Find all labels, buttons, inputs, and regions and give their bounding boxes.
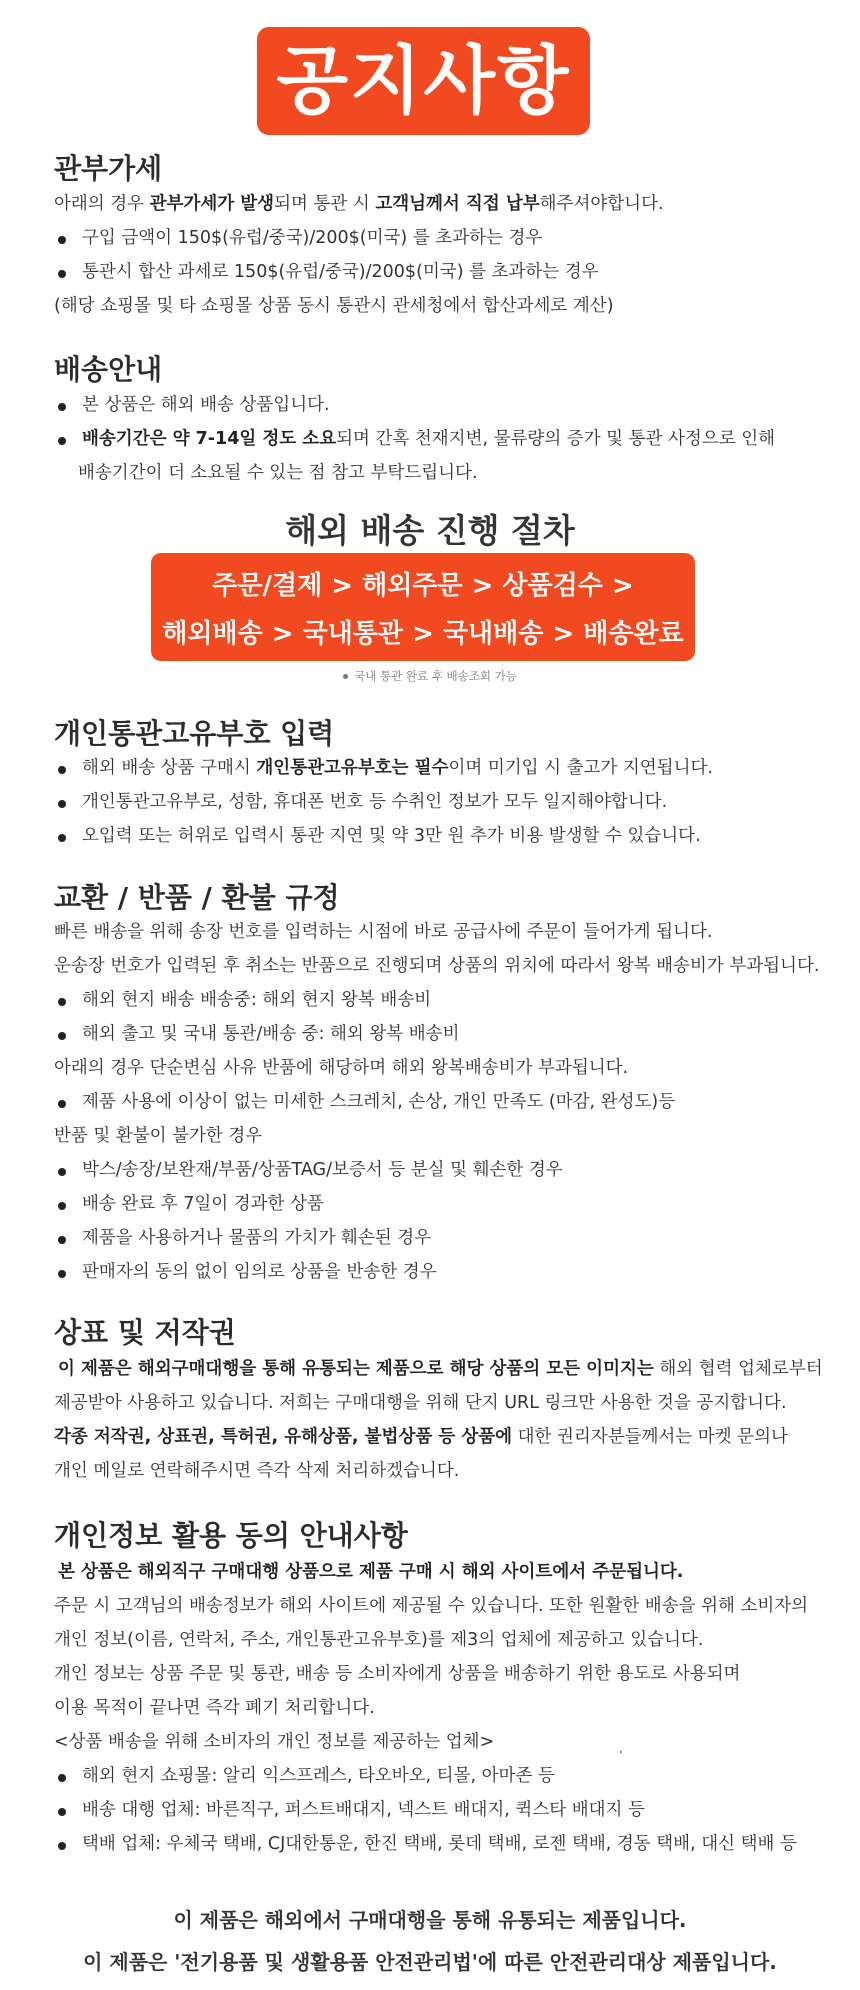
refund-bullet-7: 판매자의 동의 없이 임의로 상품을 반송한 경우 <box>58 1262 437 1283</box>
privacy-line-4: 개인 정보는 상품 주문 및 통관, 배송 등 소비자에게 상품을 배송하기 위한 용도로 사용되며 <box>54 1664 741 1684</box>
refund-bullet-4: 박스/송장/보완재/부품/상품TAG/보증서 등 분실 및 훼손한 경우 <box>58 1160 563 1181</box>
pccc-heading: 개인통관고유부호 입력 <box>54 717 335 750</box>
notice-banner <box>257 27 590 135</box>
trademark-heading: 상표 및 저작권 <box>54 1316 236 1349</box>
shipping-bullet-2-cont: 배송기간이 더 소요될 수 있는 점 참고 부탁드립니다. <box>78 463 478 483</box>
privacy-bullet-2: 배송 대행 업체: 바른직구, 퍼스트배대지, 넥스트 배대지, 퀵스타 배대지 등 <box>58 1800 645 1821</box>
customs-bullet-2: 통관시 합산 과세로 150$(유럽/중국)/200$(미국) 를 초과하는 경우 <box>58 262 599 283</box>
privacy-bullet-1: 해외 현지 쇼핑몰: 알리 익스프레스, 타오바오, 티몰, 아마존 등 <box>58 1766 555 1787</box>
shipping-heading: 배송안내 <box>54 353 163 386</box>
refund-heading: 교환 / 반품 / 환불 규정 <box>54 881 340 914</box>
process-line-1: 주문/결제 > 해외주문 > 상품검수 > <box>212 571 634 601</box>
trademark-line-3: 각종 저작권, 상표권, 특허권, 유해상품, 불법상품 등 상품에 대한 권리자분들께서는 마켓 문의나 <box>54 1427 788 1447</box>
trademark-line-2: 제공받아 사용하고 있습니다. 저희는 구매대행을 위해 단지 URL 링크만 사용한 것을 공지합니다. <box>54 1393 787 1413</box>
privacy-bullet-3: 택배 업체: 우체국 택배, CJ대한통운, 한진 택배, 롯데 택배, 로젠 택배, 경동 택배, 대신 택배 등 <box>58 1834 797 1855</box>
trademark-line-1: 이 제품은 해외구매대행을 통해 유통되는 제품으로 해당 상품의 모든 이미지는 해외 협력 업체로부터 <box>58 1359 823 1379</box>
privacy-line-5: 이용 목적이 끝나면 즉각 폐기 처리합니다. <box>54 1698 375 1718</box>
refund-bullet-5: 배송 완료 후 7일이 경과한 상품 <box>58 1194 324 1215</box>
footer-line-2: 이 제품은 '전기용품 및 생활용품 안전관리법'에 따른 안전관리대상 제품입니다. <box>83 1950 777 1974</box>
process-line-2: 해외배송 > 국내통관 > 국내배송 > 배송완료 <box>162 619 684 649</box>
bullet-dot-icon <box>343 674 348 679</box>
privacy-line-2: 주문 시 고객님의 배송정보가 해외 사이트에 제공될 수 있습니다. 또한 원활한 배송을 위해 소비자의 <box>54 1596 809 1616</box>
pccc-bullet-3: 오입력 또는 허위로 입력시 통관 지연 및 약 3만 원 추가 비용 발생할 수 있습니다. <box>58 826 701 847</box>
trademark-line-4: 개인 메일로 연락해주시면 즉각 삭제 처리하겠습니다. <box>54 1461 460 1481</box>
refund-line-4: 반품 및 환불이 불가한 경우 <box>54 1126 263 1146</box>
refund-bullet-3: 제품 사용에 이상이 없는 미세한 스크레치, 손상, 개인 만족도 (마감, 완성도)등 <box>58 1092 675 1113</box>
refund-bullet-1: 해외 현지 배송 배송중: 해외 현지 왕복 배송비 <box>58 990 431 1011</box>
stray-dot <box>620 1751 622 1753</box>
privacy-line-3: 개인 정보(이름, 연락처, 주소, 개인통관고유부호)를 제3의 업체에 제공하고 있습니다. <box>54 1630 704 1650</box>
refund-line-2: 운송장 번호가 입력된 후 취소는 반품으로 진행되며 상품의 위치에 따라서 왕복 배송비가 부과됩니다. <box>54 956 820 976</box>
footer-line-1: 이 제품은 해외에서 구매대행을 통해 유통되는 제품입니다. <box>173 1908 687 1932</box>
customs-note: (해당 쇼핑몰 및 타 쇼핑몰 상품 동시 통관시 관세청에서 합산과세로 계산) <box>54 296 614 316</box>
privacy-line-6: <상품 배송을 위해 소비자의 개인 정보를 제공하는 업체> <box>54 1732 495 1752</box>
refund-line-3: 아래의 경우 단순변심 사유 반품에 해당하며 해외 왕복배송비가 부과됩니다. <box>54 1058 629 1078</box>
process-note: 국내 통관 완료 후 배송조회 가능 <box>0 668 860 684</box>
refund-bullet-6: 제품을 사용하거나 물품의 가치가 훼손된 경우 <box>58 1228 431 1249</box>
banner-title: 공지사항 <box>276 38 571 124</box>
customs-heading: 관부가세 <box>54 152 163 185</box>
refund-line-1: 빠른 배송을 위해 송장 번호를 입력하는 시점에 바로 공급사에 주문이 들어가게 됩니다. <box>54 922 713 942</box>
privacy-heading: 개인정보 활용 동의 안내사항 <box>54 1519 408 1552</box>
shipping-bullet-1: 본 상품은 해외 배송 상품입니다. <box>58 395 330 416</box>
refund-bullet-2: 해외 출고 및 국내 통관/배송 중: 해외 왕복 배송비 <box>58 1024 460 1045</box>
shipping-bullet-2: 배송기간은 약 7-14일 정도 소요되며 간혹 천재지변, 물류량의 증가 및 통관 사정으로 인해 <box>58 429 775 450</box>
process-box <box>151 553 695 661</box>
process-title: 해외 배송 진행 절차 <box>285 511 575 550</box>
privacy-line-1: 본 상품은 해외직구 구매대행 상품으로 제품 구매 시 해외 사이트에서 주문됩니다. <box>58 1562 684 1582</box>
customs-bullet-1: 구입 금액이 150$(유럽/중국)/200$(미국) 를 초과하는 경우 <box>58 228 542 249</box>
pccc-bullet-1: 해외 배송 상품 구매시 개인통관고유부호는 필수이며 미기입 시 출고가 지연됩니다. <box>58 758 713 779</box>
pccc-bullet-2: 개인통관고유부로, 성함, 휴대폰 번호 등 수취인 정보가 모두 일지해야합니다. <box>58 792 667 813</box>
customs-intro: 아래의 경우 관부가세가 발생되며 통관 시 고객님께서 직접 납부해주셔야합니다. <box>54 194 664 214</box>
